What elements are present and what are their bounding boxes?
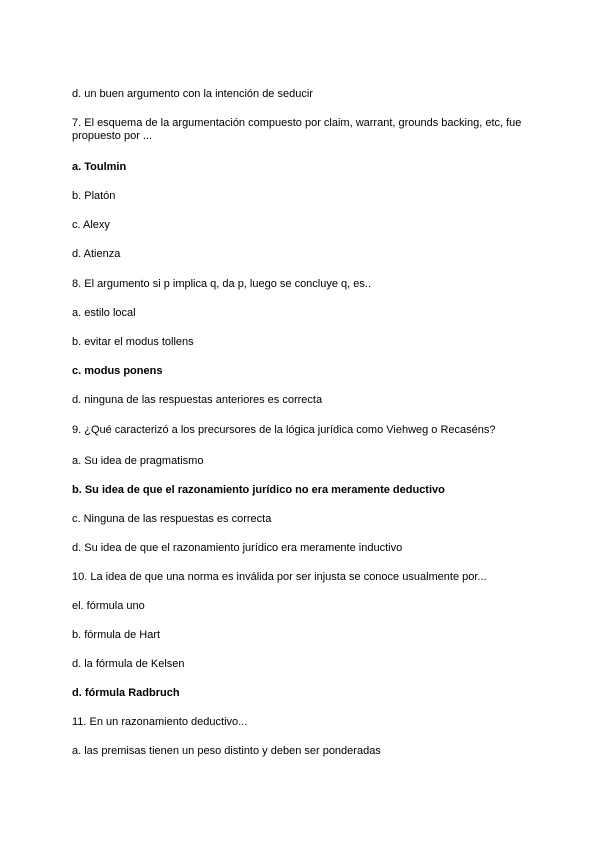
- answer-option-9b-correct: b. Su idea de que el razonamiento jurídico no era meramente deductivo: [72, 484, 445, 496]
- question-10: 10. La idea de que una norma es inválida por ser injusta se conoce usualmente por...: [72, 571, 487, 583]
- answer-option-8d: d. ninguna de las respuestas anteriores es correcta: [72, 394, 323, 406]
- answer-option-6d: d. un buen argumento con la intención de seducir: [72, 88, 313, 100]
- answer-option-10a: el. fórmula uno: [72, 600, 145, 612]
- answer-option-9c: c. Ninguna de las respuestas es correcta: [72, 513, 272, 525]
- answer-option-10c: d. la fórmula de Kelsen: [72, 658, 185, 670]
- answer-option-7b: b. Platón: [72, 190, 116, 202]
- question-11: 11. En un razonamiento deductivo...: [72, 716, 248, 728]
- question-7: 7. El esquema de la argumentación compuesto por claim, warrant, grounds backing, etc, fue propuesto por ...: [72, 117, 522, 142]
- answer-option-8a: a. estilo local: [72, 307, 136, 319]
- answer-option-7c: c. Alexy: [72, 219, 110, 231]
- answer-option-9a: a. Su idea de pragmatismo: [72, 455, 204, 467]
- answer-option-10d-correct: d. fórmula Radbruch: [72, 687, 180, 699]
- answer-option-8b: b. evitar el modus tollens: [72, 336, 194, 348]
- answer-option-7d: d. Atienza: [72, 248, 121, 260]
- answer-option-11a: a. las premisas tienen un peso distinto y deben ser ponderadas: [72, 745, 381, 757]
- answer-option-7a-correct: a. Toulmin: [72, 161, 127, 173]
- question-8: 8. El argumento si p implica q, da p, luego se concluye q, es..: [72, 278, 371, 290]
- question-9: 9. ¿Qué caracterizó a los precursores de la lógica jurídica como Viehweg o Recaséns?: [72, 424, 496, 436]
- answer-option-9d: d. Su idea de que el razonamiento jurídico era meramente inductivo: [72, 542, 403, 554]
- answer-option-10b: b. fórmula de Hart: [72, 629, 161, 641]
- answer-option-8c-correct: c. modus ponens: [72, 365, 163, 377]
